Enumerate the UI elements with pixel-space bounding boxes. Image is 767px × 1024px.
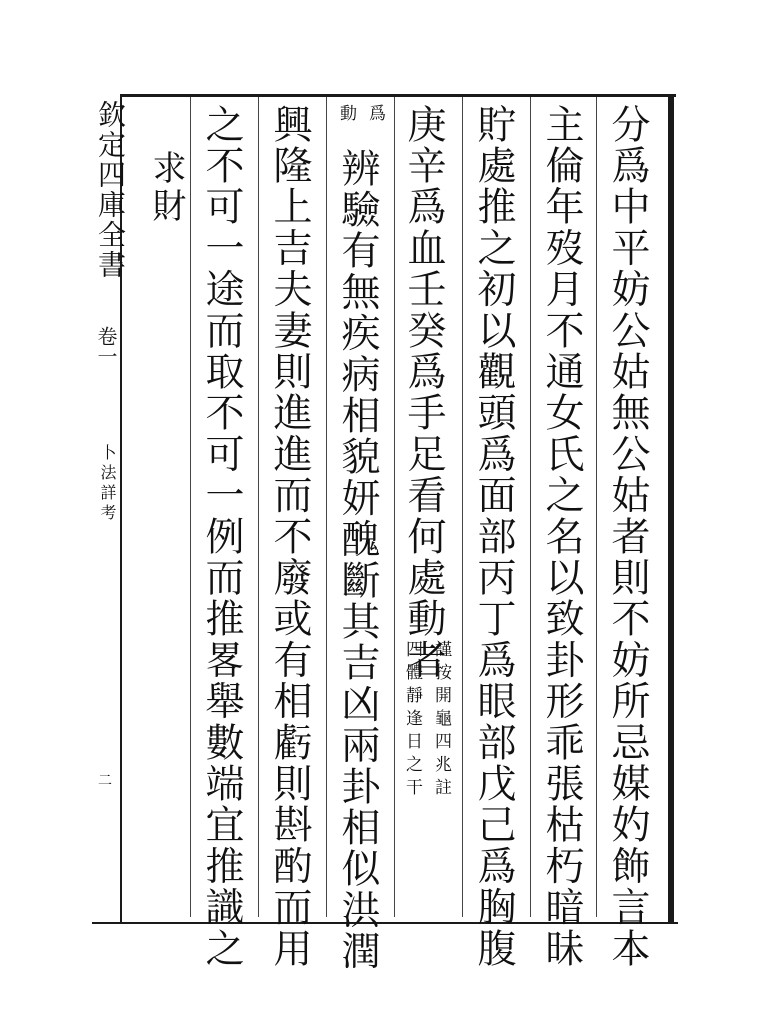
head-note-right: 爲 bbox=[365, 104, 385, 127]
category-label: 卜法詳考 bbox=[98, 444, 117, 524]
column-5-head-annotation bbox=[334, 104, 390, 144]
page-number: 二 bbox=[98, 773, 112, 789]
column-separator bbox=[462, 97, 463, 917]
book-title: 欽定四庫全書 bbox=[94, 100, 127, 280]
frame-bottom-rule bbox=[92, 922, 678, 924]
text-column-2: 主倫年歿月不通女氏之名以致卦形乖張枯朽暗昧 bbox=[539, 104, 584, 970]
column-4-main-text: 庚辛爲血壬癸爲手足看何處動者 bbox=[401, 104, 446, 681]
text-column-4 bbox=[401, 104, 446, 681]
text-column-5: 辨驗有無疾病相貌妍醜斷其吉凶兩卦相似洪潤 bbox=[335, 148, 380, 972]
section-heading: 求財 bbox=[146, 150, 186, 226]
column-4-annotation bbox=[400, 640, 450, 920]
frame-right-rule bbox=[668, 94, 674, 924]
frame-top-rule bbox=[120, 94, 676, 97]
text-column-3: 貯處推之初以觀頭爲面部丙丁爲眼部戊己爲胸腹 bbox=[471, 104, 516, 970]
text-column-6: 興隆上吉夫妻則進進而不廢或有相虧則斟酌而用 bbox=[267, 104, 312, 970]
text-column-1: 分爲中平妨公姑無公姑者則不妨所忌媒妁飾言本 bbox=[605, 104, 650, 970]
column-separator bbox=[326, 97, 327, 917]
annotation-right-line: 謹按開龜四兆註 bbox=[431, 640, 451, 801]
column-separator bbox=[530, 97, 531, 917]
annotation-left-line: 四體靜逢日之干 bbox=[402, 640, 422, 801]
column-separator bbox=[394, 97, 395, 917]
column-separator bbox=[258, 97, 259, 917]
column-separator bbox=[596, 97, 597, 917]
head-note-left: 動 bbox=[336, 104, 356, 127]
volume-label: 卷一 bbox=[94, 326, 118, 366]
text-column-7: 之不可一途而取不可一例而推畧舉數端宜推識之 bbox=[199, 104, 244, 970]
